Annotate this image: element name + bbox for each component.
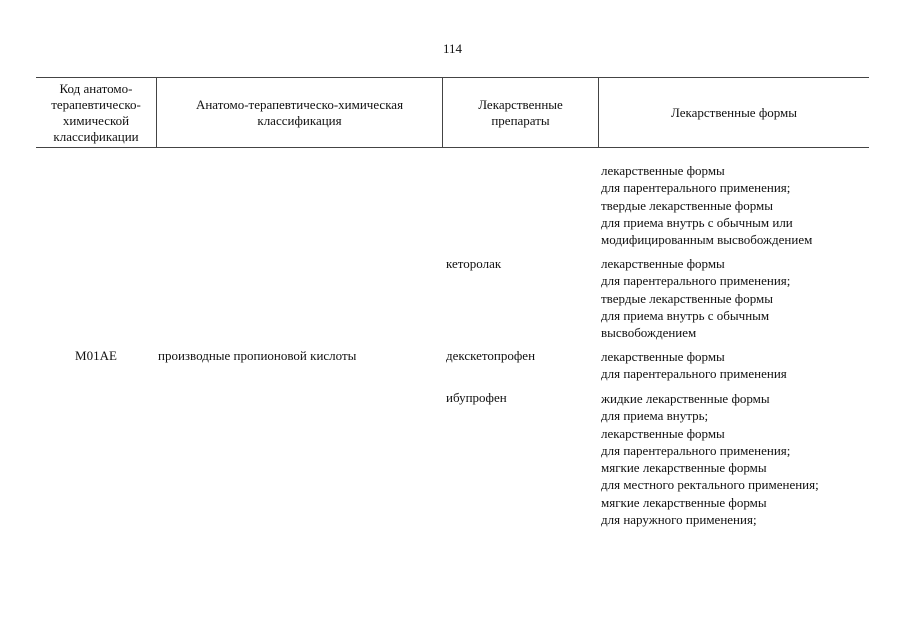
header-bottom-rule	[36, 147, 869, 148]
dosage-forms: лекарственные формы для парентерального применения; твердые лекарственные формы для приема внутрь с обычным или модифицированным высвобождением	[601, 163, 813, 248]
atc-class-name: производные пропионовой кислоты	[158, 348, 357, 363]
header-classification: Анатомо-терапевтическо-химическая классификация	[195, 96, 404, 128]
drug-name: декскетопрофен	[446, 348, 536, 363]
page-number: 114	[442, 41, 463, 56]
dosage-forms: лекарственные формы для парентерального применения	[601, 349, 787, 382]
atc-code: M01AE	[75, 348, 117, 363]
header-forms: Лекарственные формы	[670, 104, 798, 120]
drug-name: ибупрофен	[446, 390, 507, 405]
dosage-forms: лекарственные формы для парентерального применения; твердые лекарственные формы для приема внутрь с обычным высвобождением	[601, 256, 791, 341]
header-code: Код анатомо- терапевтическо- химической классификации	[51, 80, 141, 144]
dosage-forms: жидкие лекарственные формы для приема внутрь; лекарственные формы для парентерального применения; мягкие лекарственные формы для местного ректального применения; мягкие лекарственные формы для наружного применения;	[601, 391, 819, 528]
header-drugs: Лекарственные препараты	[478, 96, 563, 128]
drug-name: кеторолак	[446, 256, 502, 271]
